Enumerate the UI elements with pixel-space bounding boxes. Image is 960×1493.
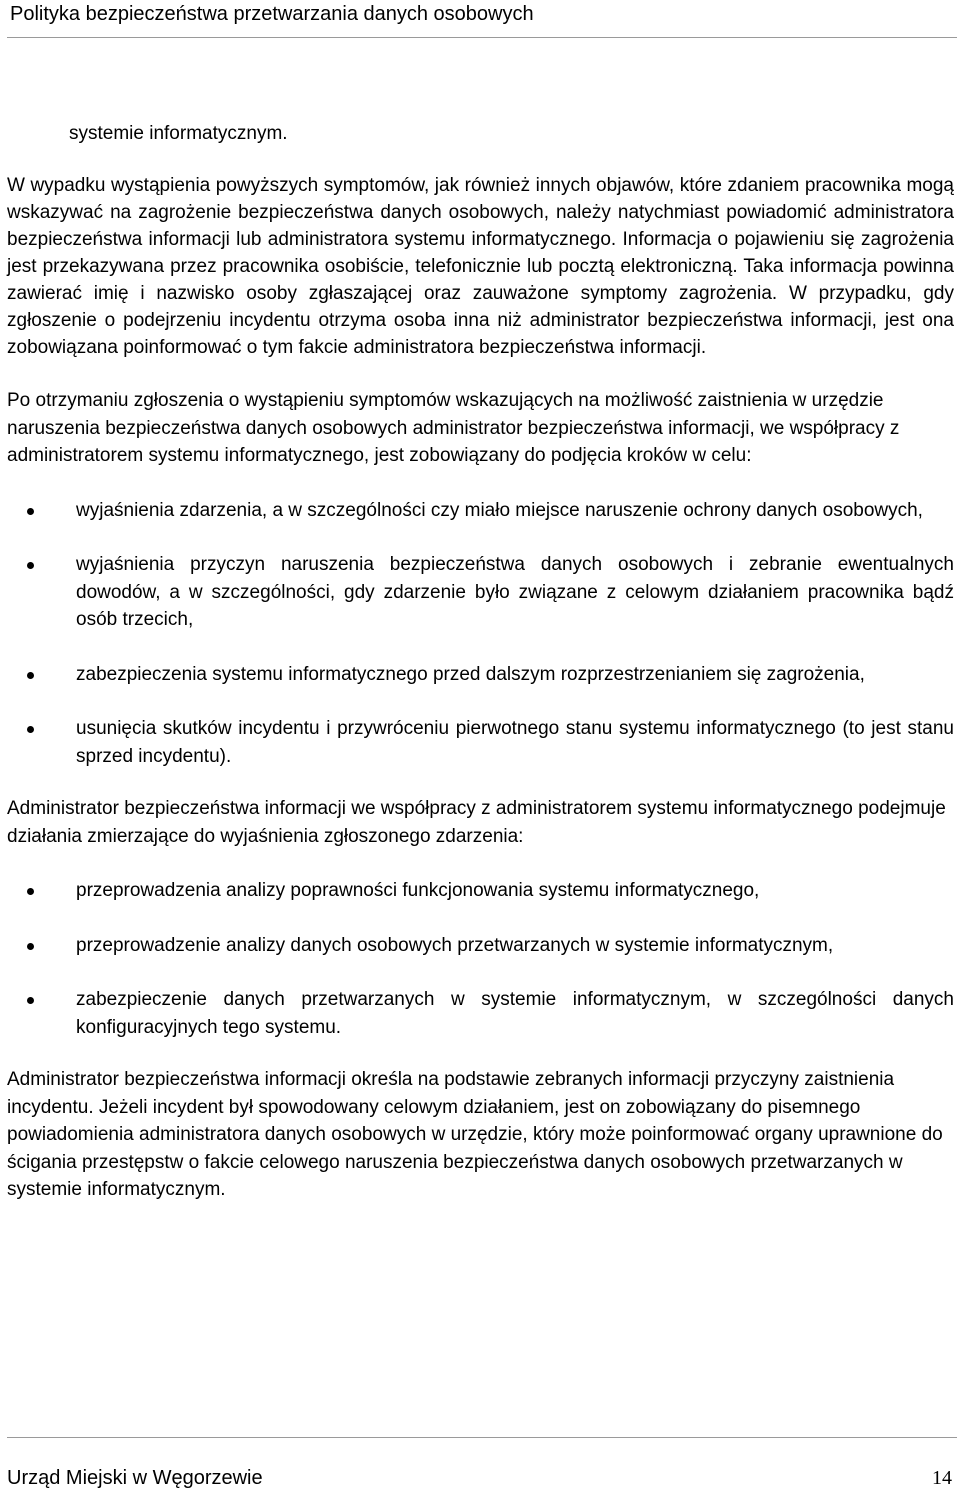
list-item: zabezpieczenie danych przetwarzanych w systemie informatycznym, w szczególności danych konfiguracyjnych tego systemu.	[7, 986, 954, 1041]
header-divider	[7, 37, 957, 38]
footer-divider	[7, 1437, 957, 1438]
bullet-icon	[27, 888, 34, 895]
list-item: wyjaśnienia zdarzenia, a w szczególności czy miało miejsce naruszenie ochrony danych osobowych,	[7, 497, 954, 525]
paragraph-incident-cause: Administrator bezpieczeństwa informacji określa na podstawie zebranych informacji przyczyny zaistnienia incydentu. Jeżeli incydent był spowodowany celowym działaniem, jest on zobowiązany do pisemnego powiadomienia administratora danych osobowych w urzędzie, który może poinformować organy uprawnione do ścigania przestępstw o fakcie celowego naruszenia bezpieczeństwa danych osobowych przetwarzanych w systemie informatycznym.	[7, 1069, 943, 1200]
list-item: usunięcia skutków incydentu i przywróceniu pierwotnego stanu systemu informatycznego (to jest stanu sprzed incydentu).	[7, 715, 954, 770]
page-content	[7, 120, 954, 1204]
list-item: przeprowadzenie analizy danych osobowych przetwarzanych w systemie informatycznym,	[7, 932, 954, 960]
paragraph-after-notification: Po otrzymaniu zgłoszenia o wystąpieniu symptomów wskazujących na możliwość zaistnienia w urzędzie naruszenia bezpieczeństwa danych osobowych administrator bezpieczeństwa informacji, we współpracy z administratorem systemu informatycznego, jest zobowiązany do podjęcia kroków w celu:	[7, 390, 900, 466]
bullet-icon	[27, 508, 34, 515]
list-item: zabezpieczenia systemu informatycznego przed dalszym rozprzestrzenianiem się zagrożenia,	[7, 661, 954, 689]
bullet-icon	[27, 672, 34, 679]
list-item: przeprowadzenia analizy poprawności funkcjonowania systemu informatycznego,	[7, 877, 954, 905]
bullet-icon	[27, 997, 34, 1004]
page-header-title: Polityka bezpieczeństwa przetwarzania danych osobowych	[10, 3, 534, 25]
bullet-icon	[27, 943, 34, 950]
analysis-list	[7, 877, 954, 1041]
paragraph-analysis-actions: Administrator bezpieczeństwa informacji we współpracy z administratorem systemu informatycznego podejmuje działania zmierzające do wyjaśnienia zgłoszonego zdarzenia:	[7, 798, 946, 847]
footer-office-name: Urząd Miejski w Węgorzewie	[7, 1467, 263, 1489]
continuation-line: systemie informatycznym.	[69, 123, 288, 144]
bullet-icon	[27, 726, 34, 733]
steps-list	[7, 497, 954, 771]
page-number: 14	[932, 1467, 952, 1489]
paragraph-incident-reporting: W wypadku wystąpienia powyższych symptomów, jak również innych objawów, które zdaniem pracownika mogą wskazywać na zagrożenie bezpieczeństwa danych osobowych, należy natychmiast powiadomić administratora bezpieczeństwa informacji lub administratora systemu informatycznego. Informacja o pojawieniu się zagrożenia jest przekazywana przez pracownika osobiście, telefonicznie lub pocztą elektroniczną. Taka informacja powinna zawierać imię i nazwisko osoby zgłaszającej oraz zauważone symptomy zagrożenia. W przypadku, gdy zgłoszenie o podejrzeniu incydentu otrzyma osoba inna niż administrator bezpieczeństwa informacji, jest ona zobowiązana poinformować o tym fakcie administratora bezpieczeństwa informacji.	[7, 175, 954, 358]
bullet-icon	[27, 562, 34, 569]
list-item: wyjaśnienia przyczyn naruszenia bezpieczeństwa danych osobowych i zebranie ewentualnych dowodów, a w szczególności, gdy zdarzenie było związane z celowym działaniem pracownika bądź osób trzecich,	[7, 551, 954, 634]
